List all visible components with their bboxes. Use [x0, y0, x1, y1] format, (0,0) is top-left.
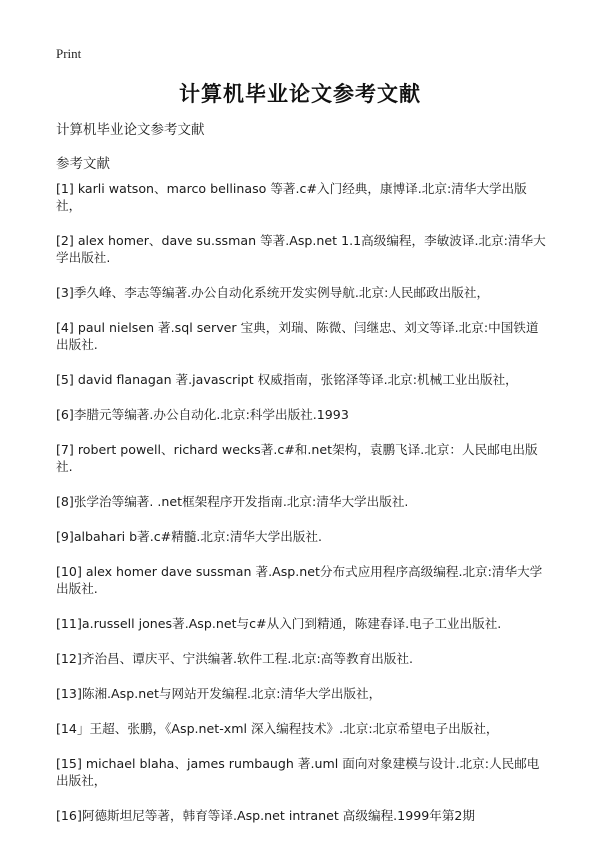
reference-item: [6]李腊元等编著.办公自动化.北京:科学出版社.1993 [56, 407, 349, 422]
reference-item: [2] alex homer、dave su.ssman 等著.Asp.net 1.1高级编程，李敏波译.北京:清华大学出版社. [56, 233, 546, 265]
reference-item: [9]albahari b著.c#精髓.北京:清华大学出版社. [56, 529, 322, 544]
reference-item: [13]陈湘.Asp.net与网站开发编程.北京:清华大学出版社， [56, 686, 382, 701]
reference-item: [3]季久峰、李志等编著.办公自动化系统开发实例导航.北京:人民邮政出版社， [56, 285, 490, 300]
print-label: Print [56, 46, 82, 61]
reference-item: [7] robert powell、richard wecks著.c#和.net架构，袁鹏飞译.北京：人民邮电出版社. [56, 442, 538, 474]
reference-item: [10] alex homer dave sussman 著.Asp.net分布式应用程序高级编程.北京:清华大学出版社. [56, 564, 543, 596]
reference-item: [16]阿德斯坦尼等著，韩育等译.Asp.net intranet 高级编程.1999年第2期 [56, 808, 476, 823]
page-title: 计算机毕业论文参考文献 [179, 82, 421, 106]
reference-item: [11]a.russell jones著.Asp.net与c#从入门到精通，陈建春译.电子工业出版社. [56, 616, 502, 631]
reference-item: [8]张学治等编著. .net框架程序开发指南.北京:清华大学出版社. [56, 494, 409, 509]
reference-item: [5] david flanagan 著.javascript 权威指南，张铭泽等译.北京:机械工业出版社， [56, 372, 518, 387]
reference-item: [12]齐治昌、谭庆平、宁洪编著.软件工程.北京:高等教育出版社. [56, 651, 413, 666]
reference-list [56, 180, 546, 842]
references-heading: 参考文献 [56, 156, 110, 172]
reference-item: [1] karli watson、marco bellinaso 等著.c#入门经典，康博译.北京:清华大学出版社， [56, 181, 527, 213]
reference-item: [4] paul nielsen 著.sql server 宝典，刘瑞、陈微、闫继忠、刘文等译.北京:中国铁道出版社. [56, 320, 539, 352]
reference-item: [14」王超、张鹏，《Asp.net-xml 深入编程技术》.北京:北京希望电子出版社， [56, 721, 499, 736]
document-subtitle: 计算机毕业论文参考文献 [56, 122, 205, 138]
reference-item: [15] michael blaha、james rumbaugh 著.uml 面向对象建模与设计.北京:人民邮电出版社， [56, 756, 540, 788]
